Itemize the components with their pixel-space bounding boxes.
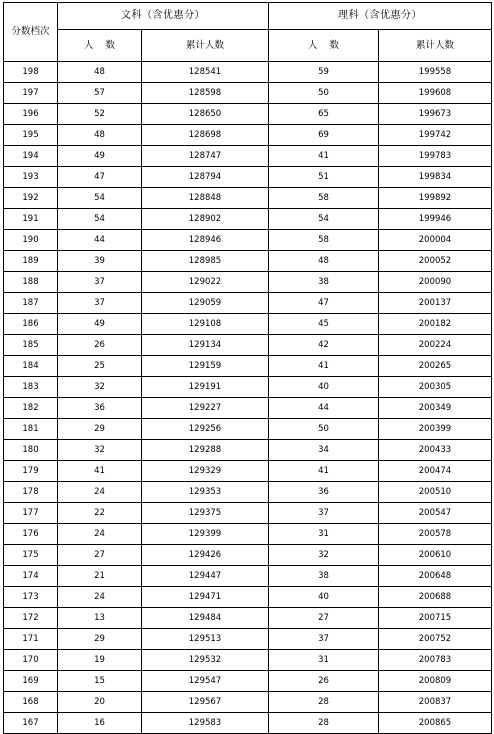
li-cumulative-cell: 200547: [379, 503, 492, 524]
table-row: [4, 671, 492, 692]
wen-cumulative-cell: 129134: [142, 335, 269, 356]
wen-count-cell: 32: [58, 440, 142, 461]
li-cumulative-cell: 200783: [379, 650, 492, 671]
score-cell: 168: [4, 692, 58, 713]
li-count-cell: 26: [269, 671, 379, 692]
li-count-cell: 31: [269, 524, 379, 545]
wen-count-cell: 24: [58, 524, 142, 545]
wen-count-cell: 20: [58, 692, 142, 713]
wen-count-cell: 39: [58, 251, 142, 272]
wen-cumulative-cell: 129159: [142, 356, 269, 377]
li-cumulative-cell: 199742: [379, 125, 492, 146]
wen-count-cell: 22: [58, 503, 142, 524]
wen-count-cell: 37: [58, 272, 142, 293]
table-row: [4, 377, 492, 398]
li-cumulative-cell: 200648: [379, 566, 492, 587]
table-row: [4, 188, 492, 209]
wen-count-cell: 36: [58, 398, 142, 419]
score-cell: 183: [4, 377, 58, 398]
li-cumulative-cell: 200688: [379, 587, 492, 608]
wen-count-cell: 21: [58, 566, 142, 587]
score-cell: 170: [4, 650, 58, 671]
wen-count-cell: 48: [58, 62, 142, 83]
li-cumulative-cell: 200578: [379, 524, 492, 545]
wen-count-cell: 26: [58, 335, 142, 356]
li-cumulative-cell: 200837: [379, 692, 492, 713]
table-row: [4, 146, 492, 167]
li-count-cell: 38: [269, 272, 379, 293]
li-count-cell: 51: [269, 167, 379, 188]
li-cumulative-cell: 200052: [379, 251, 492, 272]
li-count-cell: 42: [269, 335, 379, 356]
wen-cumulative-cell: 129191: [142, 377, 269, 398]
score-cell: 187: [4, 293, 58, 314]
wen-count-cell: 54: [58, 209, 142, 230]
wen-cumulative-cell: 128985: [142, 251, 269, 272]
score-cell: 180: [4, 440, 58, 461]
wen-cumulative-cell: 129513: [142, 629, 269, 650]
wen-count-cell: 24: [58, 587, 142, 608]
wen-cumulative-cell: 129547: [142, 671, 269, 692]
score-cell: 194: [4, 146, 58, 167]
li-count-cell: 45: [269, 314, 379, 335]
wen-cumulative-cell: 129471: [142, 587, 269, 608]
table-row: [4, 524, 492, 545]
wen-count-cell: 49: [58, 146, 142, 167]
wen-cumulative-cell: 129567: [142, 692, 269, 713]
wen-count-cell: 19: [58, 650, 142, 671]
li-cumulative-cell: 200715: [379, 608, 492, 629]
wen-count-cell: 57: [58, 83, 142, 104]
li-count-cell: 36: [269, 482, 379, 503]
table-row: [4, 272, 492, 293]
score-cell: 175: [4, 545, 58, 566]
score-cell: 198: [4, 62, 58, 83]
score-table-container: [3, 2, 492, 734]
wen-count-cell: 13: [58, 608, 142, 629]
table-row: [4, 545, 492, 566]
li-cumulative-cell: 200433: [379, 440, 492, 461]
li-count-cell: 69: [269, 125, 379, 146]
li-count-cell: 27: [269, 608, 379, 629]
li-count-cell: 58: [269, 188, 379, 209]
wen-count-cell: 41: [58, 461, 142, 482]
li-cumulative-cell: 200090: [379, 272, 492, 293]
li-count-cell: 37: [269, 503, 379, 524]
score-cell: 195: [4, 125, 58, 146]
score-cell: 172: [4, 608, 58, 629]
score-cell: 190: [4, 230, 58, 251]
li-cumulative-cell: 199783: [379, 146, 492, 167]
wen-cumulative-cell: 129329: [142, 461, 269, 482]
wen-count-header: 人 数: [58, 30, 142, 62]
li-cumulative-cell: 199834: [379, 167, 492, 188]
table-row: [4, 650, 492, 671]
li-cumulative-cell: 200224: [379, 335, 492, 356]
table-row: [4, 356, 492, 377]
wen-cumulative-cell: 129059: [142, 293, 269, 314]
score-cell: 189: [4, 251, 58, 272]
wen-cumulative-cell: 128946: [142, 230, 269, 251]
score-cell: 186: [4, 314, 58, 335]
wen-cumulative-header: 累计人数: [142, 30, 269, 62]
table-row: [4, 104, 492, 125]
wen-cumulative-cell: 129108: [142, 314, 269, 335]
wen-cumulative-cell: 128794: [142, 167, 269, 188]
table-row: [4, 62, 492, 83]
li-cumulative-cell: 199558: [379, 62, 492, 83]
table-row: [4, 482, 492, 503]
li-count-cell: 41: [269, 461, 379, 482]
li-count-cell: 50: [269, 419, 379, 440]
li-group-header: 理科（含优惠分）: [269, 3, 492, 30]
wen-count-cell: 54: [58, 188, 142, 209]
score-cell: 177: [4, 503, 58, 524]
li-count-cell: 41: [269, 356, 379, 377]
wen-cumulative-cell: 129447: [142, 566, 269, 587]
wen-cumulative-cell: 129399: [142, 524, 269, 545]
li-cumulative-cell: 200349: [379, 398, 492, 419]
table-row: [4, 251, 492, 272]
wen-count-cell: 16: [58, 713, 142, 734]
li-count-cell: 59: [269, 62, 379, 83]
score-cell: 169: [4, 671, 58, 692]
wen-cumulative-cell: 128698: [142, 125, 269, 146]
wen-cumulative-cell: 129353: [142, 482, 269, 503]
score-cell: 196: [4, 104, 58, 125]
table-row: [4, 419, 492, 440]
wen-count-cell: 15: [58, 671, 142, 692]
li-cumulative-cell: 200182: [379, 314, 492, 335]
wen-count-cell: 37: [58, 293, 142, 314]
wen-cumulative-cell: 128541: [142, 62, 269, 83]
score-cell: 191: [4, 209, 58, 230]
li-count-cell: 54: [269, 209, 379, 230]
table-row: [4, 629, 492, 650]
table-row: [4, 503, 492, 524]
wen-cumulative-cell: 129583: [142, 713, 269, 734]
table-row: [4, 209, 492, 230]
wen-count-cell: 48: [58, 125, 142, 146]
wen-count-cell: 27: [58, 545, 142, 566]
wen-count-cell: 44: [58, 230, 142, 251]
wen-cumulative-cell: 129532: [142, 650, 269, 671]
li-count-cell: 34: [269, 440, 379, 461]
wen-count-cell: 29: [58, 629, 142, 650]
score-cell: 184: [4, 356, 58, 377]
li-cumulative-header: 累计人数: [379, 30, 492, 62]
wen-count-cell: 29: [58, 419, 142, 440]
header-row-groups: [4, 3, 492, 30]
li-cumulative-cell: 200752: [379, 629, 492, 650]
li-count-cell: 28: [269, 692, 379, 713]
li-cumulative-cell: 200610: [379, 545, 492, 566]
score-cell: 185: [4, 335, 58, 356]
li-cumulative-cell: 199892: [379, 188, 492, 209]
li-count-cell: 58: [269, 230, 379, 251]
wen-count-cell: 24: [58, 482, 142, 503]
li-count-cell: 32: [269, 545, 379, 566]
table-row: [4, 230, 492, 251]
score-cell: 173: [4, 587, 58, 608]
wen-cumulative-cell: 128650: [142, 104, 269, 125]
wen-count-cell: 49: [58, 314, 142, 335]
score-cell: 176: [4, 524, 58, 545]
li-count-cell: 37: [269, 629, 379, 650]
li-count-cell: 38: [269, 566, 379, 587]
wen-count-cell: 32: [58, 377, 142, 398]
table-row: [4, 293, 492, 314]
table-row: [4, 398, 492, 419]
table-row: [4, 125, 492, 146]
li-cumulative-cell: 200265: [379, 356, 492, 377]
wen-cumulative-cell: 129227: [142, 398, 269, 419]
li-cumulative-cell: 200510: [379, 482, 492, 503]
li-count-cell: 50: [269, 83, 379, 104]
wen-cumulative-cell: 129484: [142, 608, 269, 629]
score-cell: 188: [4, 272, 58, 293]
table-row: [4, 587, 492, 608]
li-cumulative-cell: 200809: [379, 671, 492, 692]
li-count-cell: 41: [269, 146, 379, 167]
table-row: [4, 440, 492, 461]
score-cell: 171: [4, 629, 58, 650]
li-count-cell: 44: [269, 398, 379, 419]
table-row: [4, 566, 492, 587]
table-row: [4, 692, 492, 713]
li-count-cell: 65: [269, 104, 379, 125]
table-row: [4, 167, 492, 188]
wen-cumulative-cell: 129256: [142, 419, 269, 440]
li-cumulative-cell: 199673: [379, 104, 492, 125]
li-cumulative-cell: 199608: [379, 83, 492, 104]
wen-group-header: 文科（含优惠分）: [58, 3, 269, 30]
score-cell: 179: [4, 461, 58, 482]
li-cumulative-cell: 200305: [379, 377, 492, 398]
li-cumulative-cell: 200004: [379, 230, 492, 251]
li-count-cell: 47: [269, 293, 379, 314]
score-cell: 192: [4, 188, 58, 209]
score-cell: 178: [4, 482, 58, 503]
wen-count-cell: 47: [58, 167, 142, 188]
wen-cumulative-cell: 129375: [142, 503, 269, 524]
li-count-cell: 28: [269, 713, 379, 734]
li-cumulative-cell: 200865: [379, 713, 492, 734]
wen-cumulative-cell: 128848: [142, 188, 269, 209]
wen-count-cell: 52: [58, 104, 142, 125]
wen-cumulative-cell: 128902: [142, 209, 269, 230]
li-count-cell: 31: [269, 650, 379, 671]
score-cell: 182: [4, 398, 58, 419]
wen-cumulative-cell: 128747: [142, 146, 269, 167]
score-distribution-table: [3, 2, 492, 734]
li-count-header: 人 数: [269, 30, 379, 62]
wen-cumulative-cell: 129022: [142, 272, 269, 293]
score-cell: 193: [4, 167, 58, 188]
table-row: [4, 461, 492, 482]
li-cumulative-cell: 200137: [379, 293, 492, 314]
li-cumulative-cell: 199946: [379, 209, 492, 230]
header-row-columns: [4, 30, 492, 62]
li-count-cell: 40: [269, 587, 379, 608]
score-cell: 197: [4, 83, 58, 104]
score-level-header: 分数档次: [4, 3, 58, 62]
wen-cumulative-cell: 128598: [142, 83, 269, 104]
li-count-cell: 48: [269, 251, 379, 272]
li-cumulative-cell: 200474: [379, 461, 492, 482]
score-cell: 181: [4, 419, 58, 440]
wen-cumulative-cell: 129426: [142, 545, 269, 566]
table-body: [4, 62, 492, 734]
table-row: [4, 335, 492, 356]
table-row: [4, 713, 492, 734]
wen-count-cell: 25: [58, 356, 142, 377]
table-row: [4, 314, 492, 335]
li-count-cell: 40: [269, 377, 379, 398]
li-cumulative-cell: 200399: [379, 419, 492, 440]
table-row: [4, 83, 492, 104]
table-row: [4, 608, 492, 629]
score-cell: 174: [4, 566, 58, 587]
wen-cumulative-cell: 129288: [142, 440, 269, 461]
score-cell: 167: [4, 713, 58, 734]
